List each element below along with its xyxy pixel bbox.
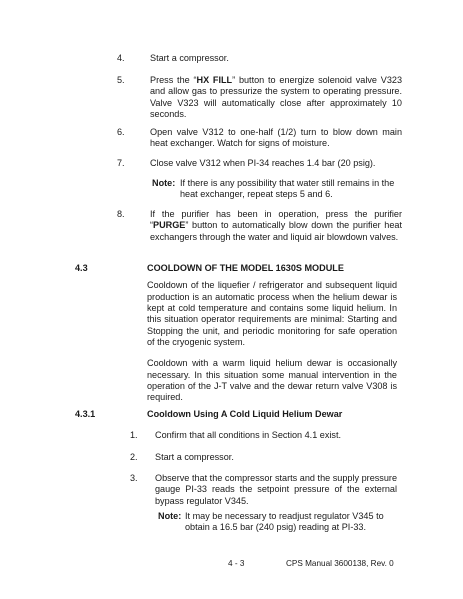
section-title: COOLDOWN OF THE MODEL 1630S MODULE	[147, 263, 344, 273]
section-number: 4.3	[75, 263, 88, 273]
step-text-pre: If the purifier has been in operation, press the purifier “	[150, 209, 402, 231]
subsection-number: 4.3.1	[75, 409, 96, 419]
step-number: 8.	[117, 209, 125, 219]
step-text: Start a compressor.	[150, 53, 229, 63]
manual-reference: CPS Manual 3600138, Rev. 0	[286, 559, 394, 568]
purge-button-label: PURGE	[153, 220, 186, 231]
subsection-title: Cooldown Using A Cold Liquid Helium Dewar	[147, 409, 343, 419]
note-text: If there is any possibility that water still remains in the heat exchanger, repeat steps 5 and 6.	[180, 178, 395, 200]
note-label: Note:	[158, 511, 182, 521]
step-text: Confirm that all conditions in Section 4.1 exist.	[155, 430, 342, 440]
section-paragraph-2: Cooldown with a warm liquid helium dewar is occasionally necessary. In this situation some manual intervention in the operation of the J-T valve and the dewar return valve V308 is required.	[147, 358, 397, 403]
hx-fill-button-label: HX FILL	[196, 75, 233, 85]
step-text-post: ” button to automatically blow down the purifier heat exchangers through the water and liquid air blowdown valves.	[150, 220, 402, 242]
page-number: 4 - 3	[228, 559, 245, 568]
step-number: 3.	[130, 473, 138, 483]
step-text: Close valve V312 when PI-34 reaches 1.4 bar (20 psig).	[150, 158, 376, 168]
step-text-post: ” button to energize solenoid valve V323 and allow gas to pressurize the system to operating pressure. Valve V323 will automatically close after approximately 10 seconds.	[150, 75, 402, 120]
note-text: It may be necessary to readjust regulator V345 to obtain a 16.5 bar (240 psig) reading at PI-33.	[185, 511, 384, 533]
step-number: 7.	[117, 158, 125, 168]
note-label: Note:	[152, 178, 176, 188]
step-number: 2.	[130, 452, 138, 462]
section-paragraph-1: Cooldown of the liquefier / refrigerator and subsequent liquid production is an automatic process when the helium dewar is kept at cold temperature and contains some liquid helium. In this situation operator requirements are minimal: Starting and Stopping the unit, and periodic monitoring for safe operation of the cryogenic system.	[147, 280, 397, 348]
step-text: Open valve V312 to one-half (1/2) turn to blow down main heat exchanger. Watch for signs of moisture.	[150, 127, 402, 149]
step-number: 6.	[117, 127, 125, 137]
step-number: 5.	[117, 75, 125, 85]
step-text-pre: Press the “	[150, 75, 197, 85]
step-number: 4.	[117, 53, 125, 63]
step-number: 1.	[130, 430, 138, 440]
step-text: Start a compressor.	[155, 452, 234, 462]
step-text	[150, 209, 402, 243]
step-text: Observe that the compressor starts and the supply pressure gauge PI-33 reads the setpoint pressure of the external bypass regulator V345.	[155, 473, 397, 506]
step-text	[150, 75, 402, 121]
